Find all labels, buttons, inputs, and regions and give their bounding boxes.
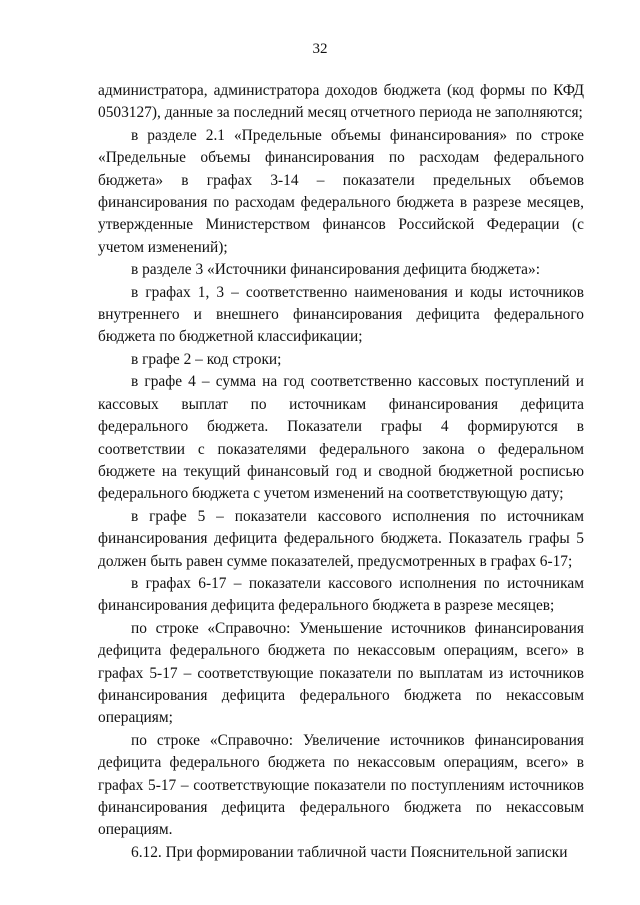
page-number: 32: [312, 41, 328, 57]
paragraph-column-4: в графе 4 – сумма на год соответственно кассовых поступлений и кассовых выплат по источникам финансирования дефицита федерального бюджета. Показатели графы 4 формируются в соответствии с показателями федерального закона о федеральном бюджете на текущий финансовый год и сводной бюджетной росписью федерального бюджета с учетом изменений на соответствующую дату;: [98, 373, 584, 503]
paragraph-column-2: в графе 2 – код строки;: [131, 350, 282, 368]
paragraph-reference-decrease: по строке «Справочно: Уменьшение источников финансирования дефицита федерального бюджета по некассовым операциям, всего» в графах 5-17 – соответствующие показатели по выплатам из источников финансирования дефицита федерального бюджета по некассовым операциям;: [98, 619, 584, 727]
paragraph-column-5: в графе 5 – показатели кассового исполнения по источникам финансирования дефицита федерального бюджета. Показатель графы 5 должен быть равен сумме показателей, предусмотренных в графах 6-17;: [98, 507, 584, 570]
paragraph-section-6-12: 6.12. При формировании табличной части Пояснительной записки: [131, 843, 568, 861]
document-body: [98, 80, 584, 864]
paragraph-section-3-heading: в разделе 3 «Источники финансирования дефицита бюджета»:: [131, 261, 540, 279]
paragraph-columns-1-3: в графах 1, 3 – соответственно наименования и коды источников внутреннего и внешнего финансирования дефицита федерального бюджета по бюджетной классификации;: [98, 283, 584, 346]
paragraph-section-2-1: в разделе 2.1 «Предельные объемы финансирования» по строке «Предельные объемы финансирования по расходам федерального бюджета» в графах 3-14 – показатели предельных объемов финансирования по расходам федерального бюджета в разрезе месяцев, утвержденные Министерством финансов Российской Федерации (с учетом изменений);: [98, 126, 584, 256]
paragraph-reference-increase: по строке «Справочно: Увеличение источников финансирования дефицита федерального бюджета по некассовым операциям, всего» в графах 5-17 – соответствующие показатели по поступлениям источников финансирования дефицита федерального бюджета по некассовым операциям.: [98, 731, 584, 839]
paragraph-continuation: администратора, администратора доходов бюджета (код формы по КФД 0503127), данные за последний месяц отчетного периода не заполняются;: [98, 82, 584, 122]
paragraph-columns-6-17: в графах 6-17 – показатели кассового исполнения по источникам финансирования дефицита федерального бюджета в разрезе месяцев;: [98, 574, 584, 615]
